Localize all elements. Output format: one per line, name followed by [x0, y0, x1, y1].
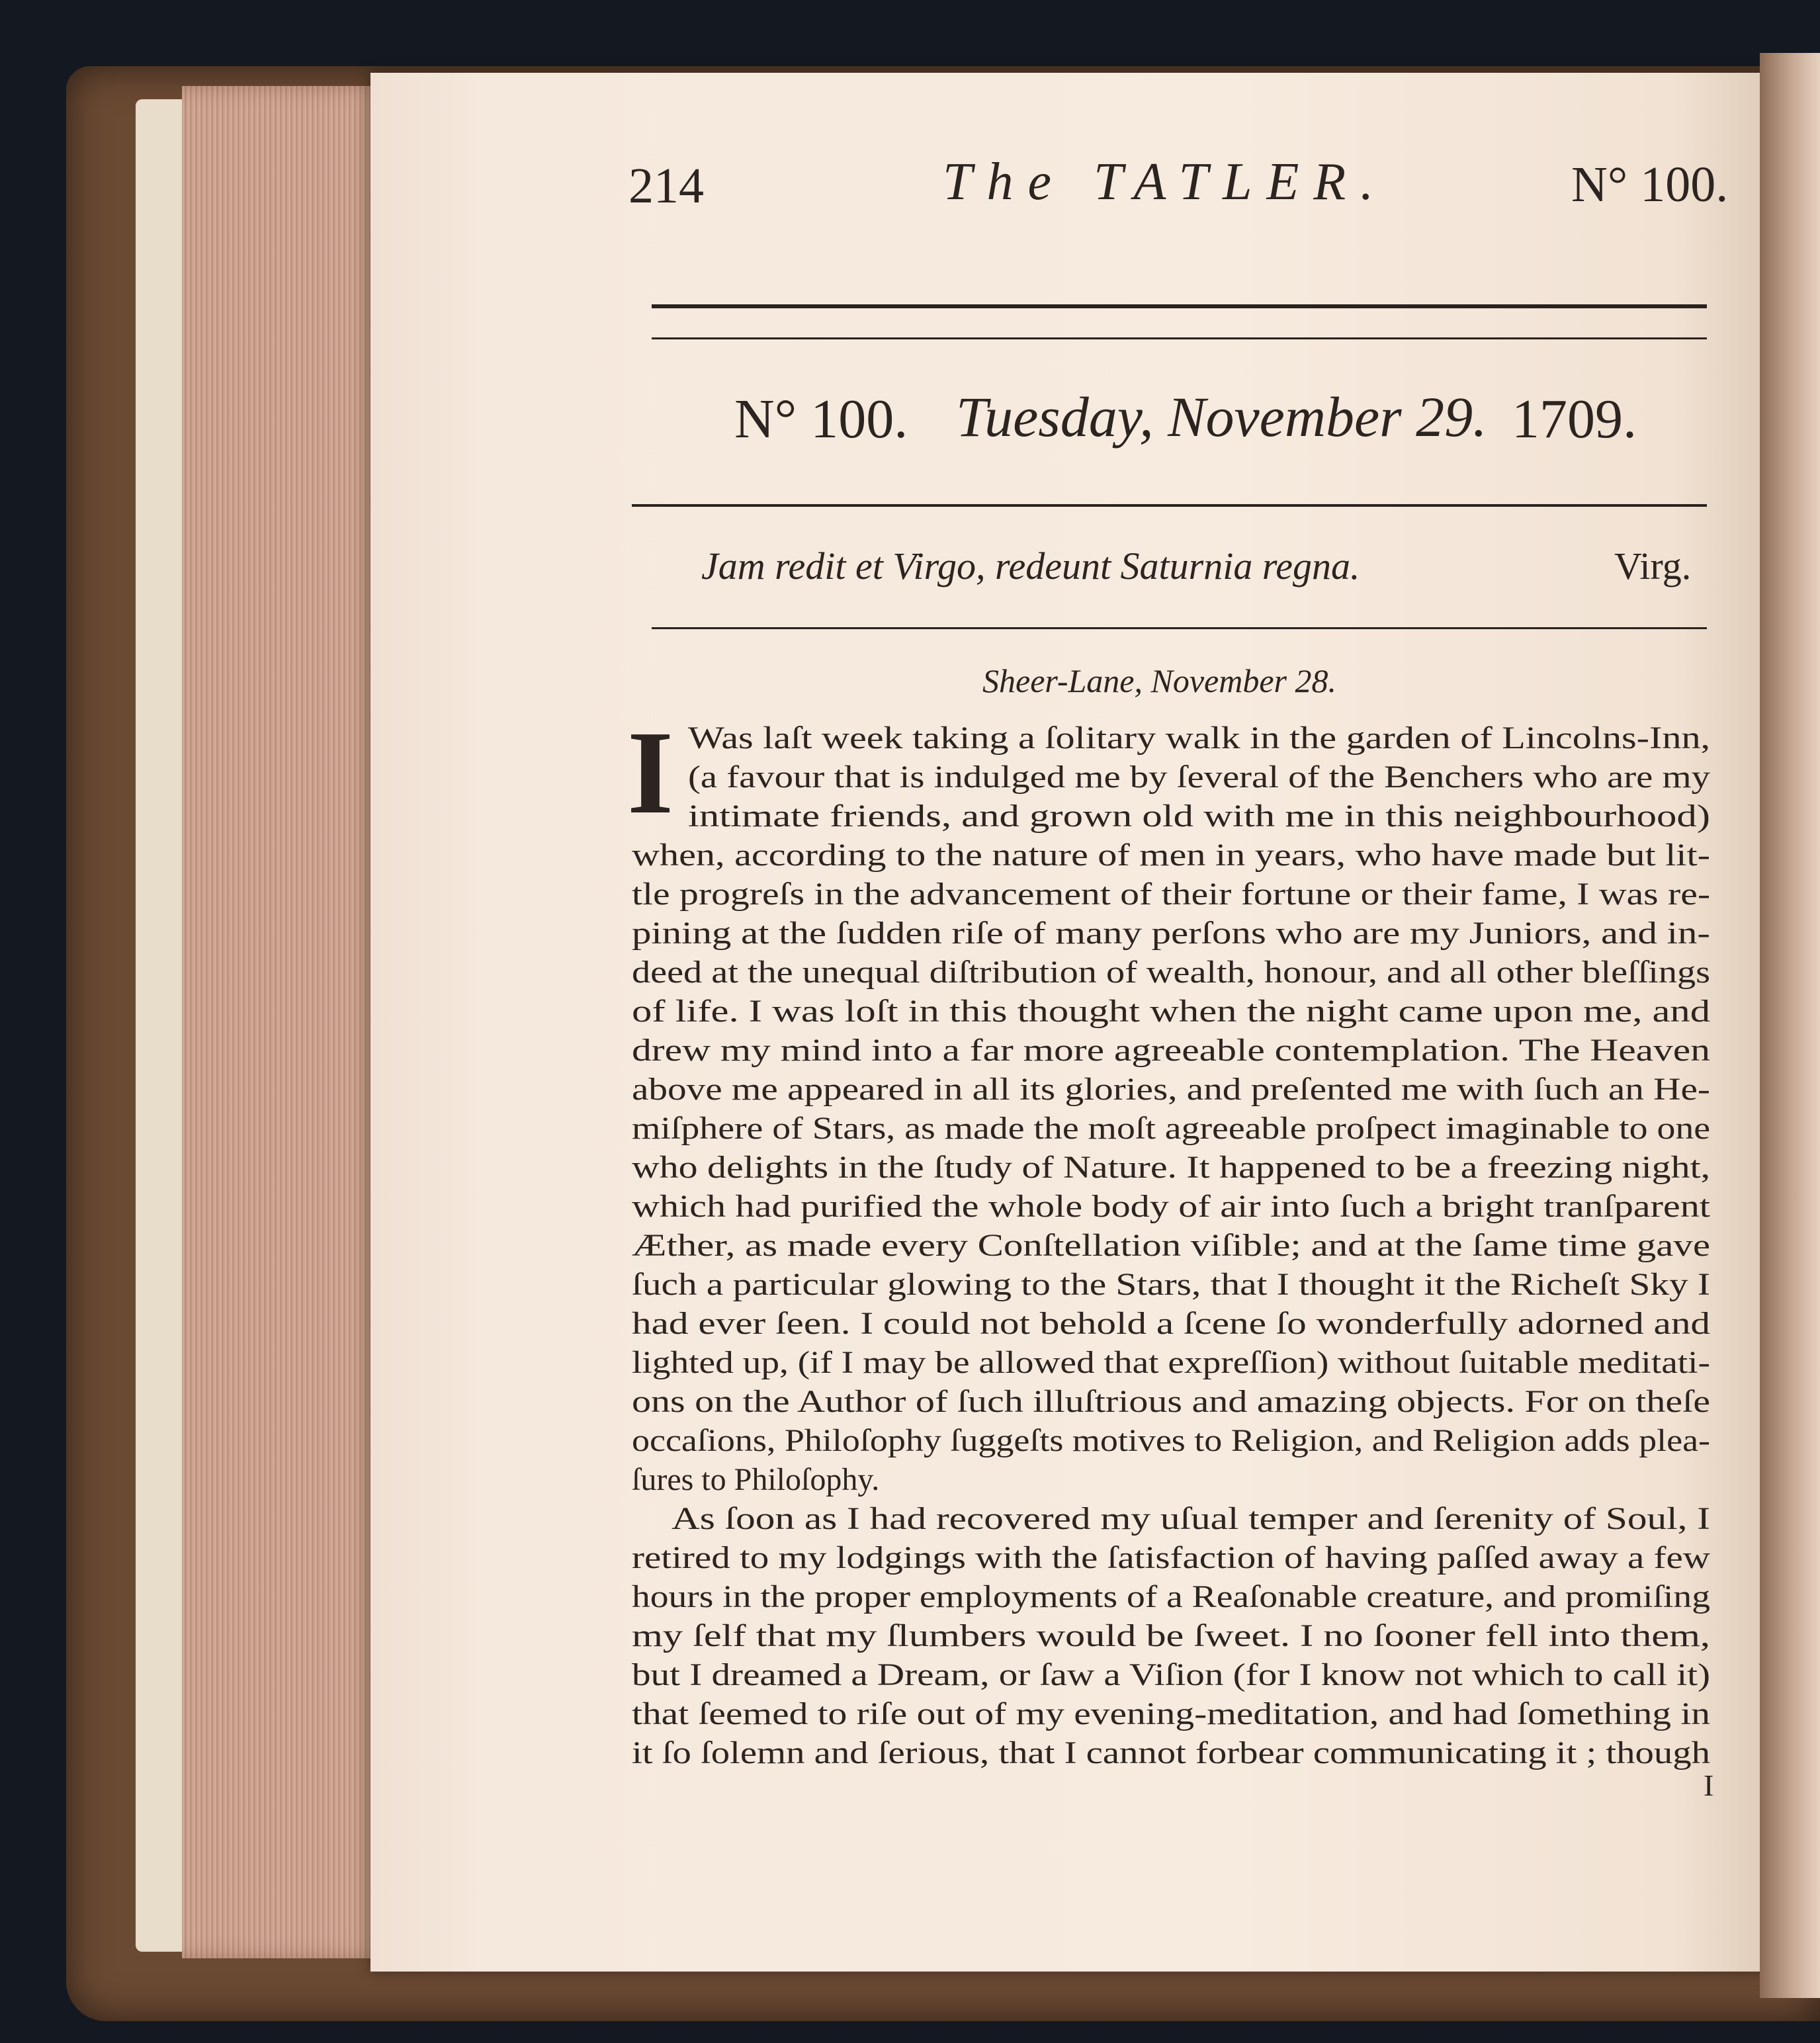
catchword: I: [1704, 1768, 1714, 1802]
issue-number-header: N° 100.: [1571, 157, 1729, 212]
text-line: that ſeemed to riſe out of my evening-meditation, and had ſomething in: [632, 1696, 1711, 1731]
text-line: of life. I was loſt in this thought when the night came upon me, and: [632, 994, 1711, 1029]
text-line: above me appeared in all its glories, and preſented me with ſuch an He-: [632, 1072, 1710, 1107]
text-line: it ſo ſolemn and ſerious, that I cannot forbear communicating it ; though: [632, 1735, 1710, 1770]
header-rule-thick: [652, 304, 1707, 308]
text-line: ſures to Philoſophy.: [632, 1462, 880, 1497]
page-number: 214: [628, 158, 704, 214]
drop-cap: I: [627, 707, 674, 838]
text-line: occaſions, Philoſophy ſuggeſts motives to Religion, and Religion adds plea-: [632, 1423, 1711, 1458]
text-line: As ſoon as I had recovered my uſual temper and ſerenity of Soul, I: [672, 1501, 1710, 1536]
issue-heading-date: Tuesday, November 29.: [956, 385, 1487, 449]
text-line: who delights in the ſtudy of Nature. It happened to be a freezing night,: [632, 1150, 1711, 1185]
text-line: ſuch a particular glowing to the Stars, that I thought it the Richeſt Sky I: [632, 1267, 1710, 1302]
text-line: my ſelf that my ſlumbers would be ſweet. I no ſooner fell into them,: [632, 1618, 1711, 1653]
text-line: lighted up, (if I may be allowed that expreſſion) without ſuitable meditati-: [632, 1345, 1710, 1380]
heading-rule: [632, 504, 1707, 507]
text-line: Æther, as made every Conſtellation viſible; and at the ſame time gave: [632, 1228, 1710, 1263]
text-line: retired to my lodgings with the ſatisfaction of having paſſed away a few: [632, 1540, 1710, 1575]
epigraph-rule: [652, 627, 1707, 629]
epigraph-quote: Jam redit et Virgo, redeunt Saturnia regna.: [701, 544, 1360, 587]
text-line: Was laſt week taking a ſolitary walk in the garden of Lincolns-Inn,: [688, 720, 1711, 756]
text-line: drew my mind into a far more agreeable contemplation. The Heaven: [632, 1033, 1710, 1068]
text-line: intimate friends, and grown old with me in this neighbourhood): [688, 799, 1710, 834]
text-line: pining at the ſudden riſe of many perſons who are my Juniors, and in-: [632, 916, 1710, 951]
running-title: The TATLER.: [943, 153, 1389, 211]
text-line: ons on the Author of ſuch illuſtrious and amazing objects. For on theſe: [632, 1384, 1711, 1419]
text-line: but I dreamed a Dream, or ſaw a Viſion (for I know not which to call it): [632, 1657, 1711, 1692]
text-line: tle progreſs in the advancement of their fortune or their fame, I was re-: [632, 877, 1711, 912]
issue-heading-year: 1709.: [1512, 388, 1637, 450]
text-line: miſphere of Stars, as made the moſt agreeable proſpect imaginable to one: [632, 1111, 1711, 1146]
text-line: (a favour that is indulged me by ſeveral of the Benchers who are my: [688, 760, 1711, 795]
epigraph-source: Virg.: [1614, 544, 1692, 587]
issue-heading-number: N° 100.: [734, 388, 908, 450]
dateline: Sheer-Lane, November 28.: [982, 662, 1336, 699]
text-line: deed at the unequal diſtribution of wealth, honour, and all other bleſſings: [632, 955, 1711, 990]
spine-gutter: [1760, 53, 1820, 1998]
text-line: when, according to the nature of men in years, who have made but lit-: [632, 838, 1711, 873]
page-block-edge: [182, 86, 380, 1958]
text-line: had ever ſeen. I could not behold a ſcene ſo wonderfully adorned and: [632, 1306, 1711, 1341]
header-rule-thin: [652, 337, 1707, 339]
text-line: which had purified the whole body of air into ſuch a bright tranſparent: [632, 1189, 1710, 1224]
text-line: hours in the proper employments of a Reaſonable creature, and promiſing: [632, 1579, 1710, 1614]
